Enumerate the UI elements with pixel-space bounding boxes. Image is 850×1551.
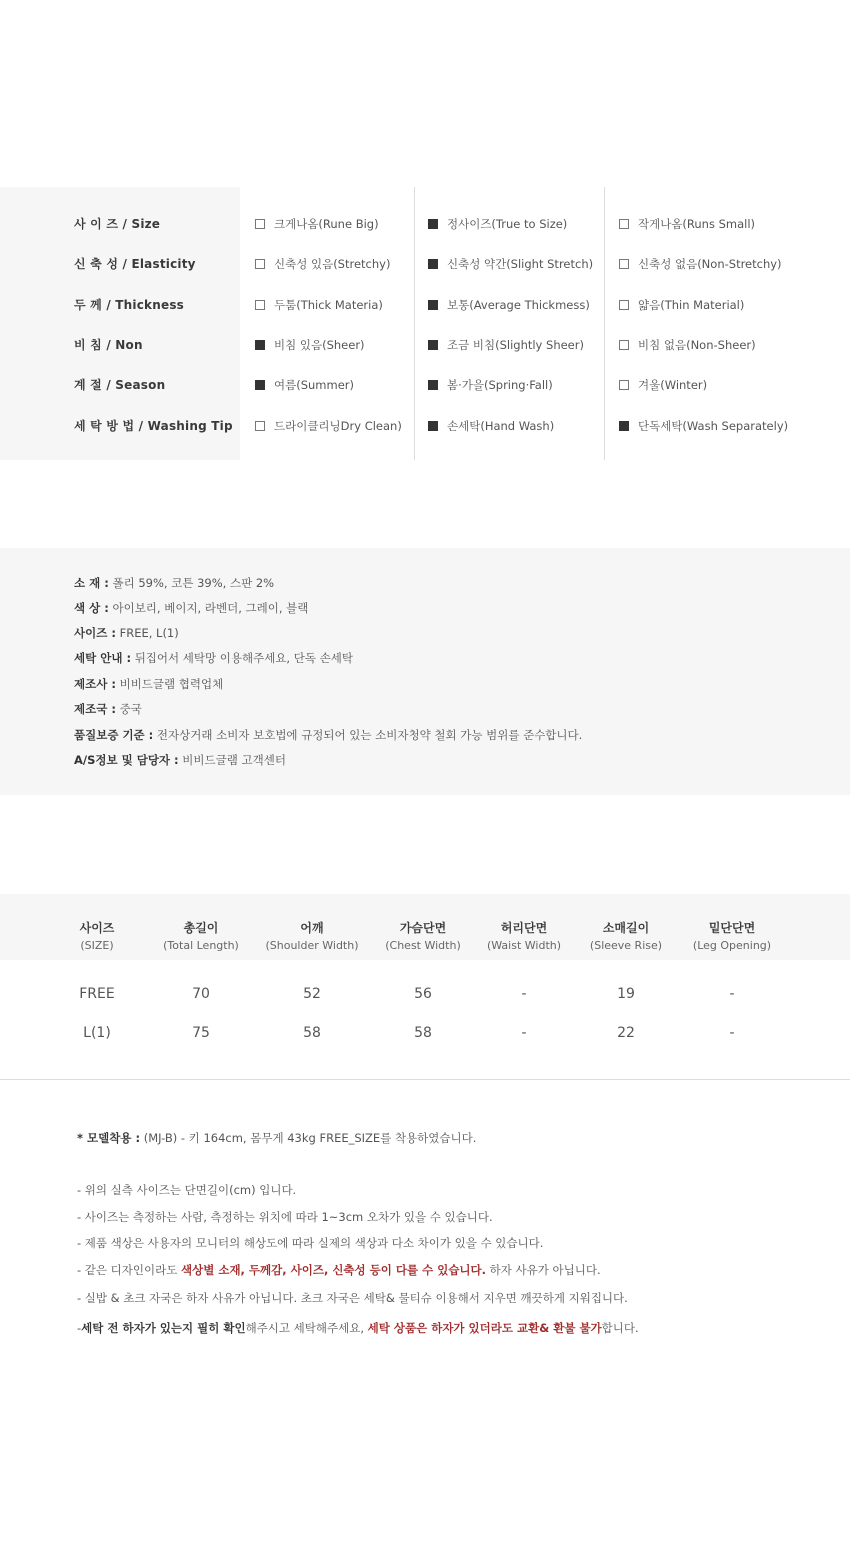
size-column-header-ko: 허리단면	[500, 921, 548, 935]
column-divider	[604, 187, 605, 460]
model-fit-note	[77, 1130, 476, 1146]
info-row	[74, 575, 274, 591]
checked-box-icon	[428, 259, 438, 269]
size-cell: 58	[303, 1025, 321, 1041]
checked-box-icon	[428, 219, 438, 229]
note-line-4-a: - 같은 디자인이라도	[77, 1263, 181, 1277]
unchecked-box-icon	[619, 380, 629, 390]
checked-box-icon	[255, 340, 265, 350]
size-column-header	[672, 919, 792, 952]
unchecked-box-icon	[255, 259, 265, 269]
size-row-label: L(1)	[83, 1025, 111, 1041]
note-line-5: - 실밥 & 초크 자국은 하자 사유가 아닙니다. 초크 자국은 세탁& 물티슈 이용해서 지우면 깨끗하게 지워집니다.	[77, 1291, 628, 1305]
attribute-option-label: 정사이즈(True to Size)	[447, 217, 568, 231]
attribute-option-label: 봄·가을(Spring·Fall)	[447, 378, 553, 392]
note-line-2: - 사이즈는 측정하는 사람, 측정하는 위치에 따라 1~3cm 오차가 있을 수 있습니다.	[77, 1210, 493, 1224]
attribute-option-label: 두툼(Thick Materia)	[274, 298, 383, 312]
unchecked-box-icon	[619, 259, 629, 269]
info-value: 뒤집어서 세탁망 이용해주세요, 단독 손세탁	[131, 651, 353, 665]
info-row	[74, 727, 582, 743]
info-key: 제조국 :	[74, 702, 116, 716]
size-column-header-en: (SIZE)	[80, 939, 114, 952]
product-info-section	[0, 548, 850, 795]
note-line-3: - 제품 색상은 사용자의 모니터의 해상도에 따라 실제의 색상과 다소 차이가 있을 수 있습니다.	[77, 1236, 544, 1250]
attribute-option-label: 얇음(Thin Material)	[638, 298, 745, 312]
attribute-label: 계 절 / Season	[74, 378, 166, 392]
info-value: 비비드글램 고객센터	[178, 753, 286, 767]
info-key: 품질보증 기준 :	[74, 728, 154, 742]
attribute-option	[428, 337, 584, 353]
info-row	[74, 600, 308, 616]
attribute-option	[619, 216, 755, 232]
attribute-option	[428, 297, 590, 313]
attribute-option-label: 크게나옴(Rune Big)	[274, 217, 379, 231]
unchecked-box-icon	[255, 300, 265, 310]
size-cell: 58	[414, 1025, 432, 1041]
info-row	[74, 676, 223, 692]
attribute-option	[255, 216, 379, 232]
attribute-option-label: 작게나옴(Runs Small)	[638, 217, 756, 231]
size-column-header-ko: 소매길이	[602, 921, 650, 935]
attribute-option	[619, 337, 756, 353]
checked-box-icon	[428, 421, 438, 431]
unchecked-box-icon	[255, 421, 265, 431]
info-key: 색 상 :	[74, 601, 109, 615]
info-key: 소 재 :	[74, 576, 109, 590]
info-key: 제조사 :	[74, 677, 116, 691]
size-column-header-en: (Total Length)	[163, 939, 239, 952]
size-column-header-en: (Waist Width)	[486, 939, 562, 952]
attribute-option-label: 단독세탁(Wash Separately)	[638, 419, 789, 433]
attribute-option	[255, 297, 383, 313]
size-cell: -	[729, 986, 735, 1002]
attribute-label: 사 이 즈 / Size	[74, 217, 161, 231]
attribute-option	[619, 377, 707, 393]
unchecked-box-icon	[619, 219, 629, 229]
model-note-key: * 모델착용 :	[77, 1131, 141, 1145]
size-column-header-ko: 밑단단면	[708, 921, 756, 935]
attribute-option	[428, 377, 553, 393]
checked-box-icon	[619, 421, 629, 431]
attribute-option-label: 비침 있음(Sheer)	[274, 338, 365, 352]
note-line-6-a: -	[77, 1321, 82, 1335]
note-line-4-highlight: 색상별 소재, 두께감, 사이즈, 신축성 등이 다를 수 있습니다.	[181, 1263, 487, 1277]
info-key: A/S정보 및 담당자 :	[74, 753, 179, 767]
product-attribute-table	[0, 187, 850, 460]
size-column-header	[141, 919, 261, 952]
model-note-value: (MJ-B) - 키 164cm, 몸무게 43kg FREE_SIZE를 착용하였습니다.	[140, 1131, 477, 1145]
note-line-6-bold: 세탁 전 하자가 있는지 필히 확인	[81, 1321, 246, 1335]
note-line-4	[77, 1262, 601, 1278]
attribute-option	[619, 418, 788, 434]
size-cell: 75	[192, 1025, 210, 1041]
attribute-option	[428, 418, 554, 434]
size-table-bottom-border	[0, 1079, 850, 1080]
size-table	[0, 894, 850, 1081]
size-cell: 22	[617, 1025, 635, 1041]
attribute-option	[619, 256, 782, 272]
info-row	[74, 701, 142, 717]
attribute-label: 두 께 / Thickness	[74, 298, 185, 312]
size-column-header-ko: 어깨	[300, 921, 324, 935]
attribute-option	[255, 377, 354, 393]
attribute-label: 비 침 / Non	[74, 338, 143, 352]
info-key: 사이즈 :	[74, 626, 116, 640]
size-column-header-en: (Leg Opening)	[692, 939, 772, 952]
attribute-option-label: 신축성 있음(Stretchy)	[274, 257, 391, 271]
checked-box-icon	[428, 300, 438, 310]
size-row-label: FREE	[79, 986, 115, 1002]
attribute-option-label: 여름(Summer)	[274, 378, 354, 392]
attribute-option-label: 조금 비침(Slightly Sheer)	[447, 338, 584, 352]
info-value: FREE, L(1)	[115, 626, 179, 640]
info-row	[74, 650, 353, 666]
attribute-option-label: 겨울(Winter)	[638, 378, 708, 392]
size-column-header	[566, 919, 686, 952]
attribute-option	[428, 256, 593, 272]
size-cell: -	[729, 1025, 735, 1041]
attribute-option-label: 보통(Average Thickmess)	[447, 298, 590, 312]
size-column-header-ko: 총길이	[183, 921, 219, 935]
checked-box-icon	[428, 340, 438, 350]
size-column-header-en: (Sleeve Rise)	[589, 939, 663, 952]
attribute-option	[255, 418, 402, 434]
size-column-header	[252, 919, 372, 952]
info-value: 폴리 59%, 코튼 39%, 스판 2%	[108, 576, 275, 590]
info-row	[74, 625, 179, 641]
size-cell: 19	[617, 986, 635, 1002]
note-line-6-highlight: 세탁 상품은 하자가 있더라도 교환& 환불 불가	[367, 1321, 602, 1335]
size-cell: 52	[303, 986, 321, 1002]
attribute-option-label: 신축성 없음(Non-Stretchy)	[638, 257, 782, 271]
attribute-option-label: 드라이클리닝Dry Clean)	[274, 419, 402, 433]
info-value: 아이보리, 베이지, 라벤더, 그레이, 블랙	[108, 601, 309, 615]
attribute-label: 세 탁 방 법 / Washing Tip	[74, 419, 233, 433]
info-row	[74, 752, 286, 768]
size-cell: 70	[192, 986, 210, 1002]
attribute-option	[619, 297, 744, 313]
size-column-header	[37, 919, 157, 952]
size-column-header-ko: 사이즈	[79, 921, 115, 935]
size-column-header-ko: 가슴단면	[399, 921, 447, 935]
note-line-6-c: 합니다.	[601, 1321, 639, 1335]
info-key: 세탁 안내 :	[74, 651, 132, 665]
unchecked-box-icon	[619, 300, 629, 310]
size-cell: -	[521, 986, 527, 1002]
checked-box-icon	[255, 380, 265, 390]
info-value: 중국	[115, 702, 142, 716]
attribute-option	[255, 337, 365, 353]
unchecked-box-icon	[619, 340, 629, 350]
attribute-option	[255, 256, 390, 272]
attribute-option-label: 신축성 약간(Slight Stretch)	[447, 257, 594, 271]
info-value: 비비드글램 협력업체	[115, 677, 224, 691]
attribute-option-label: 손세탁(Hand Wash)	[447, 419, 555, 433]
info-value: 전자상거래 소비자 보호법에 규정되어 있는 소비자청약 철회 가능 범위를 준수합니다.	[153, 728, 583, 742]
size-column-header-en: (Shoulder Width)	[265, 939, 359, 952]
note-line-6	[77, 1320, 639, 1336]
size-column-header-en: (Chest Width)	[385, 939, 461, 952]
attribute-option-label: 비침 없음(Non-Sheer)	[638, 338, 756, 352]
size-cell: 56	[414, 986, 432, 1002]
attribute-option	[428, 216, 567, 232]
size-cell: -	[521, 1025, 527, 1041]
attribute-label: 신 축 성 / Elasticity	[74, 257, 196, 271]
note-line-6-b: 해주시고 세탁해주세요,	[245, 1321, 368, 1335]
checked-box-icon	[428, 380, 438, 390]
column-divider	[414, 187, 415, 460]
note-line-4-b: 하자 사유가 아닙니다.	[486, 1263, 601, 1277]
note-line-1: - 위의 실측 사이즈는 단면길이(cm) 입니다.	[77, 1183, 297, 1197]
unchecked-box-icon	[255, 219, 265, 229]
